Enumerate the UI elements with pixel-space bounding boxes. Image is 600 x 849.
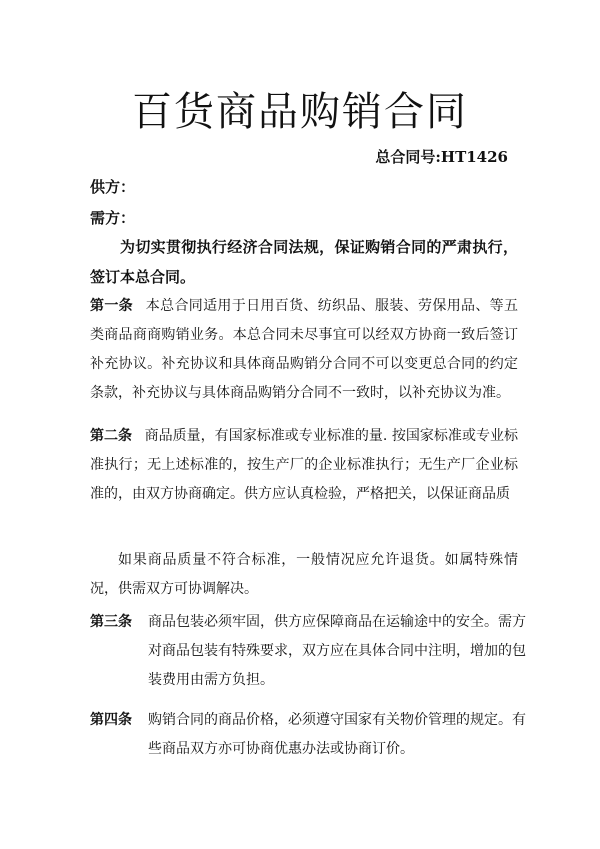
clause-4 [90, 706, 530, 764]
clause-2 [90, 422, 518, 509]
buyer-label: 需方： [90, 209, 136, 227]
clause-2-extra: 如果商品质量不符合标准，一般情况应允许退货。如属特殊情况，供需双方可协调解决。 [90, 552, 518, 597]
clause-4-label: 第四条 [90, 712, 132, 728]
clause-1-text: 本总合同适用于日用百货、纺织品、服装、劳保用品、等五类商品商商购销业务。本总合同未尽事宜可以经双方协商一致后签订补充协议。补充协议和具体商品购销分合同不可以变更总合同的约定条款，补充协议与具体商品购销分合同不一致时，以补充协议为准。 [90, 298, 519, 401]
clause-4-text: 购销合同的商品价格，必须遵守国家有关物价管理的规定。有些商品双方亦可协商优惠办法或协商订价。 [148, 712, 526, 757]
clause-1 [90, 292, 518, 408]
clause-2-text: 商品质量，有国家标准或专业标准的量. 按国家标准或专业标准执行；无上述标准的，按生产厂的企业标准执行；无生产厂企业标准的，由双方协商确定。供方应认真检验，严格把关，以保证商品质 [90, 428, 519, 502]
intro-paragraph: 为切实贯彻执行经济合同法规，保证购销合同的严肃执行，签订本总合同。 [90, 238, 518, 286]
contract-number: 总合同号:HT1426 [375, 148, 508, 166]
clause-3-text: 商品包装必须牢固，供方应保障商品在运输途中的安全。需方对商品包装有特殊要求，双方应在具体合同中注明，增加的包装费用由需方负担。 [148, 614, 526, 688]
clause-3-label: 第三条 [90, 614, 132, 630]
clause-1-label: 第一条 [90, 298, 133, 314]
document-title: 百货商品购销合同 [132, 89, 468, 135]
clause-3 [90, 608, 530, 695]
clause-2-label: 第二条 [90, 428, 133, 444]
supplier-label: 供方： [90, 178, 136, 196]
